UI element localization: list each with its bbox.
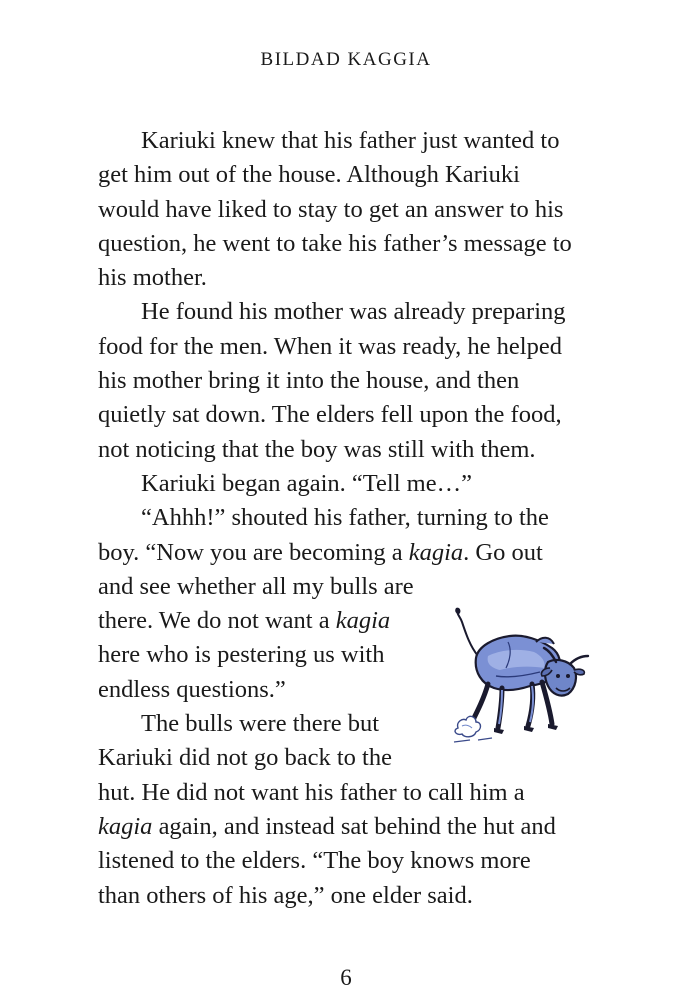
text-line: endless questions.”: [98, 675, 286, 703]
running-head: BILDAD KAGGIA: [260, 49, 432, 70]
bull-tail: [457, 610, 478, 656]
text-line: his mother bring it into the house, and then: [98, 367, 520, 395]
text-line: [98, 536, 618, 570]
text-run: . Go out: [463, 538, 543, 566]
text-line: food for the men. When it was ready, he helped: [98, 332, 562, 360]
text-line: The bulls were there but: [141, 710, 380, 738]
text-line: Kariuki began again. “Tell me…”: [141, 469, 472, 497]
text-line: his mother.: [98, 264, 207, 292]
bull-eye: [566, 674, 570, 678]
bull-leg: [472, 684, 488, 722]
kagia-word: kagia: [408, 538, 464, 566]
text-line: hut. He did not want his father to call him a: [98, 778, 525, 806]
kagia-word: kagia: [98, 812, 153, 840]
text-line: listened to the elders. “The boy knows more: [98, 847, 531, 875]
kagia-word: kagia: [335, 607, 391, 635]
text-line: not noticing that the boy was still with them.: [98, 435, 536, 463]
page-number: 6: [340, 965, 352, 990]
motion-line: [478, 738, 492, 740]
text-line: get him out of the house. Although Kariuki: [98, 161, 520, 189]
text-run: again, and instead sat behind the hut and: [152, 812, 556, 840]
text-run: there. We do not want a: [98, 607, 336, 635]
text-line: Kariuki did not go back to the: [98, 744, 392, 772]
motion-line: [454, 740, 470, 742]
text-line: Kariuki knew that his father just wanted to: [141, 127, 560, 154]
bull-tail-tuft: [455, 608, 460, 614]
text-line: “Ahhh!” shouted his father, turning to the: [141, 504, 549, 532]
dust-cloud: [455, 716, 480, 736]
bull-horn: [570, 656, 588, 664]
text-line: quietly sat down. The elders fell upon the food,: [98, 401, 562, 429]
bull-ear: [574, 669, 584, 675]
running-bull-icon: [448, 606, 592, 748]
text-line: question, he went to take his father’s message to: [98, 229, 572, 257]
text-line: and see whether all my bulls are: [98, 572, 414, 600]
text-line: He found his mother was already preparing: [141, 298, 566, 326]
text-line: than others of his age,” one elder said.: [98, 881, 473, 909]
text-line: [98, 810, 618, 844]
text-line: here who is pestering us with: [98, 641, 385, 669]
story-text: [98, 124, 618, 913]
bull-eye: [556, 674, 560, 678]
text-run: boy. “Now you are becoming a: [98, 538, 409, 566]
text-line: would have liked to stay to get an answer to his: [98, 195, 564, 223]
